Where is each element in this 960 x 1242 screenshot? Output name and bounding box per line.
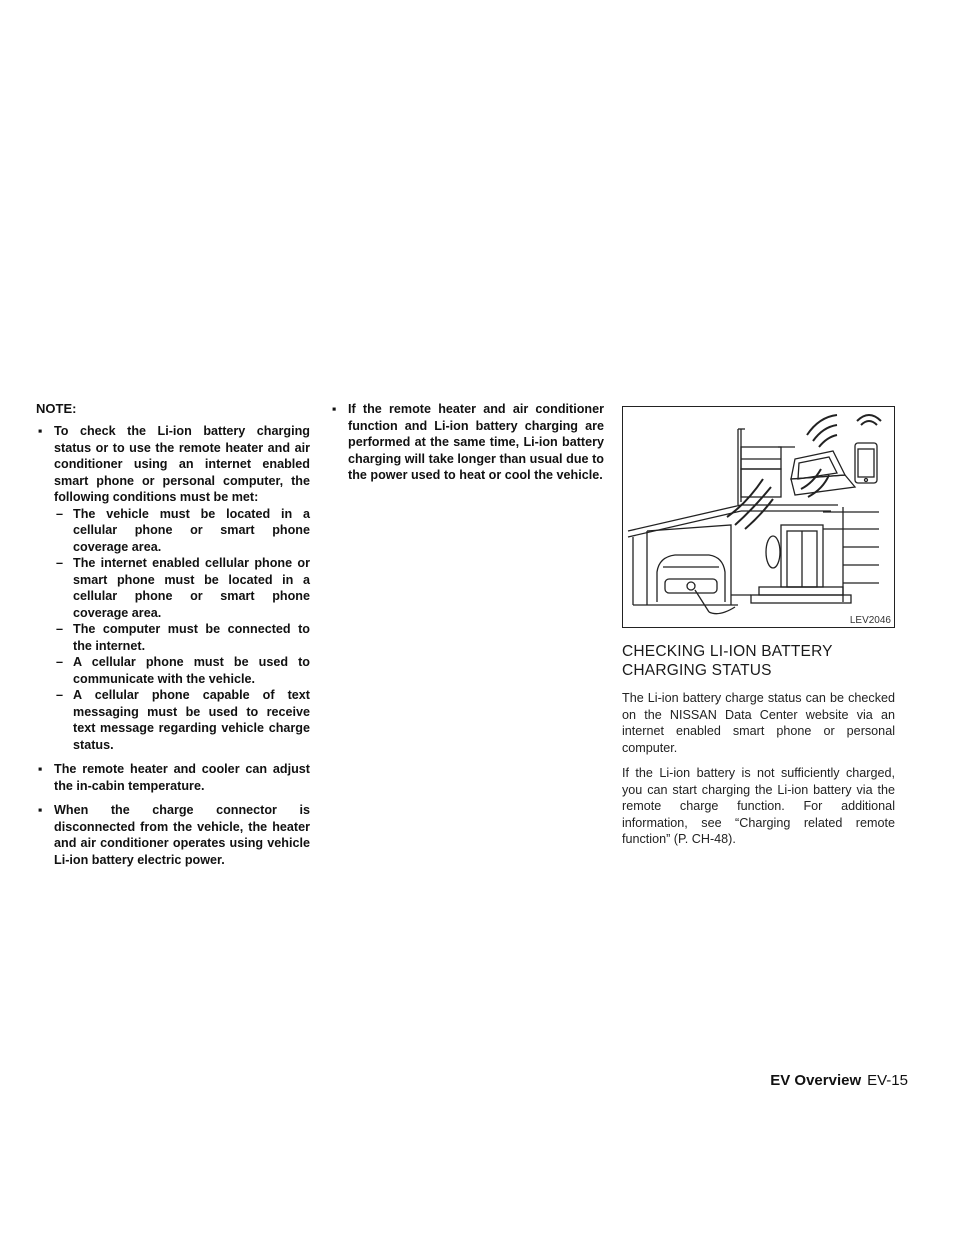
note-bullet-text: The remote heater and cooler can adjust the in-cabin temperature. (54, 762, 310, 793)
section-paragraph-2: If the Li-ion battery is not sufficiently charged, you can start charging the Li-ion battery via the remote charge function. For additional information, see “Charging related remote function” (P. CH-48). (622, 766, 895, 846)
condition-text: The computer must be connected to the internet. (73, 622, 310, 653)
note-bullet-2 (36, 761, 310, 794)
smartphone-icon (855, 443, 877, 483)
bullet-marker: ▪ (332, 402, 337, 416)
condition-item (54, 506, 310, 556)
section-paragraph-1: The Li-ion battery charge status can be checked on the NISSAN Data Center website via an internet enabled smart phone or personal computer. (622, 691, 895, 755)
condition-item (54, 687, 310, 753)
note-bullet-text: To check the Li-ion battery charging status or to use the remote heater and air conditioner using an internet enabled smart phone or personal computer, the following conditions must be met: (54, 424, 310, 504)
note-bullet-list-continued (330, 401, 604, 484)
note-bullet-list (36, 423, 310, 868)
page-footer (770, 1072, 908, 1089)
left-column (36, 401, 310, 876)
condition-text: The vehicle must be located in a cellular phone or smart phone coverage area. (73, 506, 310, 554)
condition-text: A cellular phone capable of text messaging must be used to receive text message regarding vehicle charge status. (73, 688, 310, 752)
note-bullet-3 (36, 802, 310, 868)
figure-code: LEV2046 (849, 615, 891, 626)
house-icon (628, 429, 879, 605)
note-heading: NOTE: (36, 401, 77, 416)
bullet-marker: ▪ (38, 424, 43, 438)
section-title-line-1: CHECKING LI-ION BATTERY (622, 643, 833, 660)
dash-marker: – (56, 556, 64, 570)
dash-marker: – (56, 688, 64, 702)
bullet-marker: ▪ (38, 762, 43, 776)
right-column (622, 406, 895, 857)
conditions-list (54, 506, 310, 754)
illustration-figure (622, 406, 895, 628)
note-bullet-text: If the remote heater and air conditioner function and Li-ion battery charging are performed at the same time, Li-ion battery charging will take longer than usual due to the power used to heat or cool the vehicle. (348, 402, 604, 482)
house-car-remote-illustration (623, 407, 894, 627)
dash-marker: – (56, 655, 64, 669)
condition-text: The internet enabled cellular phone or smart phone must be located in a cellular phone or smart phone coverage area. (73, 556, 310, 620)
condition-item (54, 621, 310, 654)
note-bullet-1 (36, 423, 310, 753)
condition-item (54, 555, 310, 621)
section-title-line-2: CHARGING STATUS (622, 662, 772, 679)
condition-text: A cellular phone must be used to communicate with the vehicle. (73, 655, 310, 686)
note-bullet-4 (330, 401, 604, 484)
dash-marker: – (56, 506, 64, 521)
section-title (622, 642, 895, 680)
dash-marker: – (56, 622, 64, 636)
footer-section-name: EV Overview (770, 1072, 862, 1089)
laptop-icon (791, 451, 855, 495)
condition-item (54, 654, 310, 687)
middle-column (330, 401, 604, 492)
page-number: EV-15 (867, 1072, 908, 1089)
bullet-marker: ▪ (38, 803, 43, 817)
note-bullet-text: When the charge connector is disconnected from the vehicle, the heater and air conditioner operates using vehicle Li-ion battery electric power. (54, 803, 310, 867)
